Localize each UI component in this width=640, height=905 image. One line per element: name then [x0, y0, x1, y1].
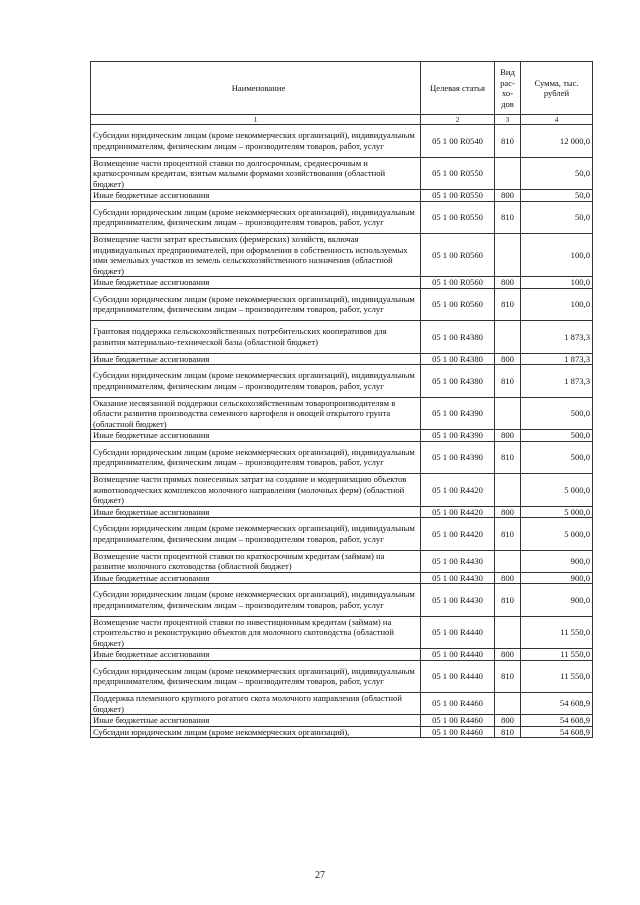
- row-amount: 50,0: [521, 201, 593, 234]
- row-name: Иные бюджетные ассигнования: [91, 715, 421, 727]
- budget-table: [90, 61, 593, 738]
- row-amount: 500,0: [521, 441, 593, 474]
- table-row: [91, 726, 593, 738]
- row-expense-type: 800: [495, 649, 521, 661]
- row-target-article: 05 1 00 R4390: [421, 397, 495, 430]
- row-target-article: 05 1 00 R4420: [421, 506, 495, 518]
- row-name: Субсидии юридическим лицам (кроме некоммерческих организаций), индивидуальным предпринимателям, физическим лицам – производителям товаров, работ, услуг: [91, 201, 421, 234]
- row-expense-type: [495, 474, 521, 507]
- column-number: 4: [521, 115, 593, 125]
- header-sum: Сумма, тыс. рублей: [521, 62, 593, 115]
- table-row: [91, 157, 593, 190]
- row-expense-type: 800: [495, 277, 521, 289]
- table-row: [91, 353, 593, 365]
- row-name: Возмещение части затрат крестьянских (фермерских) хозяйств, включая индивидуальных предпринимателей, при оформлении в собственность используемых ими земельных участков из земель сельскохозяйственного назначения (областной бюджет): [91, 234, 421, 277]
- row-expense-type: 810: [495, 288, 521, 321]
- header-code: Целевая статья: [421, 62, 495, 115]
- row-expense-type: 810: [495, 201, 521, 234]
- column-number: 2: [421, 115, 495, 125]
- row-name: Субсидии юридическим лицам (кроме некоммерческих организаций), индивидуальным предпринимателям, физическим лицам – производителям товаров, работ, услуг: [91, 584, 421, 617]
- row-amount: 11 550,0: [521, 616, 593, 649]
- row-target-article: 05 1 00 R4440: [421, 649, 495, 661]
- table-row: [91, 616, 593, 649]
- row-expense-type: 810: [495, 584, 521, 617]
- row-amount: 900,0: [521, 572, 593, 584]
- row-target-article: 05 1 00 R4430: [421, 584, 495, 617]
- row-target-article: 05 1 00 R4380: [421, 321, 495, 354]
- row-expense-type: [495, 693, 521, 715]
- table-row: [91, 321, 593, 354]
- row-name: Иные бюджетные ассигнования: [91, 649, 421, 661]
- table-row: [91, 277, 593, 289]
- row-expense-type: 810: [495, 726, 521, 738]
- table-row: [91, 693, 593, 715]
- row-expense-type: 810: [495, 518, 521, 551]
- row-name: Поддержка племенного крупного рогатого скота молочного направления (областной бюджет): [91, 693, 421, 715]
- row-amount: 50,0: [521, 157, 593, 190]
- row-expense-type: [495, 321, 521, 354]
- row-amount: 100,0: [521, 234, 593, 277]
- table-row: [91, 584, 593, 617]
- column-number: 3: [495, 115, 521, 125]
- table-body: [91, 125, 593, 738]
- row-expense-type: [495, 397, 521, 430]
- table-row: [91, 288, 593, 321]
- table-row: [91, 660, 593, 693]
- row-target-article: 05 1 00 R4420: [421, 474, 495, 507]
- row-name: Субсидии юридическим лицам (кроме некоммерческих организаций), индивидуальным предпринимателям, физическим лицам – производителям товаров, работ, услуг: [91, 125, 421, 158]
- row-expense-type: 800: [495, 190, 521, 202]
- table-row: [91, 397, 593, 430]
- row-target-article: 05 1 00 R4390: [421, 430, 495, 442]
- row-amount: 900,0: [521, 550, 593, 572]
- table-row: [91, 474, 593, 507]
- table-row: [91, 572, 593, 584]
- row-amount: 54 608,9: [521, 693, 593, 715]
- row-target-article: 05 1 00 R4430: [421, 572, 495, 584]
- row-name: Возмещение части прямых понесенных затрат на создание и модернизацию объектов животноводческих комплексов молочного направления (молочных ферм) (областной бюджет): [91, 474, 421, 507]
- header-vid: Вид рас-хо-дов: [495, 62, 521, 115]
- row-target-article: 05 1 00 R4390: [421, 441, 495, 474]
- table-row: [91, 201, 593, 234]
- row-expense-type: 800: [495, 506, 521, 518]
- row-amount: 5 000,0: [521, 518, 593, 551]
- table-row: [91, 715, 593, 727]
- row-expense-type: 810: [495, 125, 521, 158]
- row-name: Возмещение части процентной ставки по долгосрочным, среднесрочным и краткосрочным кредитам, взятым малыми формами хозяйствования (областной бюджет): [91, 157, 421, 190]
- row-amount: 100,0: [521, 277, 593, 289]
- table-row: [91, 506, 593, 518]
- row-target-article: 05 1 00 R0560: [421, 288, 495, 321]
- row-name: Возмещение части процентной ставки по инвестиционным кредитам (займам) на строительство и реконструкцию объектов для молочного скотоводства (областной бюджет): [91, 616, 421, 649]
- row-amount: 5 000,0: [521, 506, 593, 518]
- row-target-article: 05 1 00 R4420: [421, 518, 495, 551]
- row-amount: 54 608,9: [521, 726, 593, 738]
- row-expense-type: 800: [495, 572, 521, 584]
- row-expense-type: 810: [495, 441, 521, 474]
- row-name: Иные бюджетные ассигнования: [91, 277, 421, 289]
- row-target-article: 05 1 00 R4460: [421, 715, 495, 727]
- row-target-article: 05 1 00 R0560: [421, 234, 495, 277]
- row-target-article: 05 1 00 R4460: [421, 726, 495, 738]
- row-target-article: 05 1 00 R0550: [421, 157, 495, 190]
- header-name: Наименование: [91, 62, 421, 115]
- table-row: [91, 234, 593, 277]
- row-amount: 500,0: [521, 430, 593, 442]
- row-target-article: 05 1 00 R0540: [421, 125, 495, 158]
- row-expense-type: 810: [495, 660, 521, 693]
- row-name: Иные бюджетные ассигнования: [91, 506, 421, 518]
- row-expense-type: 800: [495, 353, 521, 365]
- row-target-article: 05 1 00 R4380: [421, 353, 495, 365]
- row-target-article: 05 1 00 R4440: [421, 616, 495, 649]
- row-target-article: 05 1 00 R4440: [421, 660, 495, 693]
- row-amount: 54 608,9: [521, 715, 593, 727]
- row-target-article: 05 1 00 R4460: [421, 693, 495, 715]
- row-amount: 900,0: [521, 584, 593, 617]
- row-expense-type: [495, 157, 521, 190]
- row-amount: 500,0: [521, 397, 593, 430]
- row-name: Субсидии юридическим лицам (кроме некоммерческих организаций), индивидуальным предпринимателям, физическим лицам – производителям товаров, работ, услуг: [91, 660, 421, 693]
- row-name: Иные бюджетные ассигнования: [91, 572, 421, 584]
- row-amount: 11 550,0: [521, 660, 593, 693]
- row-amount: 50,0: [521, 190, 593, 202]
- table-row: [91, 430, 593, 442]
- row-target-article: 05 1 00 R4430: [421, 550, 495, 572]
- row-target-article: 05 1 00 R0560: [421, 277, 495, 289]
- row-name: Возмещение части процентной ставки по краткосрочным кредитам (займам) на развитие молочного скотоводства (областной бюджет): [91, 550, 421, 572]
- row-expense-type: [495, 616, 521, 649]
- row-name: Иные бюджетные ассигнования: [91, 190, 421, 202]
- table-row: [91, 550, 593, 572]
- row-amount: 12 000,0: [521, 125, 593, 158]
- page-number: 27: [315, 870, 325, 881]
- row-amount: 1 873,3: [521, 321, 593, 354]
- row-expense-type: [495, 550, 521, 572]
- row-expense-type: 800: [495, 715, 521, 727]
- row-name: Грантовая поддержка сельскохозяйственных потребительских кооперативов для развития материально-технической базы (областной бюджет): [91, 321, 421, 354]
- row-name: Субсидии юридическим лицам (кроме некоммерческих организаций), индивидуальным предпринимателям, физическим лицам – производителям товаров, работ, услуг: [91, 288, 421, 321]
- row-expense-type: 800: [495, 430, 521, 442]
- table-row: [91, 125, 593, 158]
- row-name: Оказание несвязанной поддержки сельскохозяйственным товаропроизводителям в области развития производства семенного картофеля и овощей открытого грунта (областной бюджет): [91, 397, 421, 430]
- row-name: Субсидии юридическим лицам (кроме некоммерческих организаций), индивидуальным предпринимателям, физическим лицам – производителям товаров, работ, услуг: [91, 365, 421, 398]
- row-target-article: 05 1 00 R4380: [421, 365, 495, 398]
- row-amount: 5 000,0: [521, 474, 593, 507]
- row-name: Иные бюджетные ассигнования: [91, 353, 421, 365]
- row-expense-type: 810: [495, 365, 521, 398]
- row-name: Иные бюджетные ассигнования: [91, 430, 421, 442]
- table-row: [91, 365, 593, 398]
- row-amount: 100,0: [521, 288, 593, 321]
- table-header: [91, 62, 593, 125]
- column-number: 1: [91, 115, 421, 125]
- row-amount: 11 550,0: [521, 649, 593, 661]
- row-target-article: 05 1 00 R0550: [421, 201, 495, 234]
- table-row: [91, 649, 593, 661]
- row-expense-type: [495, 234, 521, 277]
- row-name: Субсидии юридическим лицам (кроме некоммерческих организаций), индивидуальным предпринимателям, физическим лицам – производителям товаров, работ, услуг: [91, 518, 421, 551]
- table-row: [91, 190, 593, 202]
- row-name: Субсидии юридическим лицам (кроме некоммерческих организаций), индивидуальным предпринимателям, физическим лицам – производителям товаров, работ, услуг: [91, 441, 421, 474]
- row-amount: 1 873,3: [521, 365, 593, 398]
- row-target-article: 05 1 00 R0550: [421, 190, 495, 202]
- row-name: Субсидии юридическим лицам (кроме некоммерческих организаций),: [91, 726, 421, 738]
- row-amount: 1 873,3: [521, 353, 593, 365]
- table-row: [91, 441, 593, 474]
- table-row: [91, 518, 593, 551]
